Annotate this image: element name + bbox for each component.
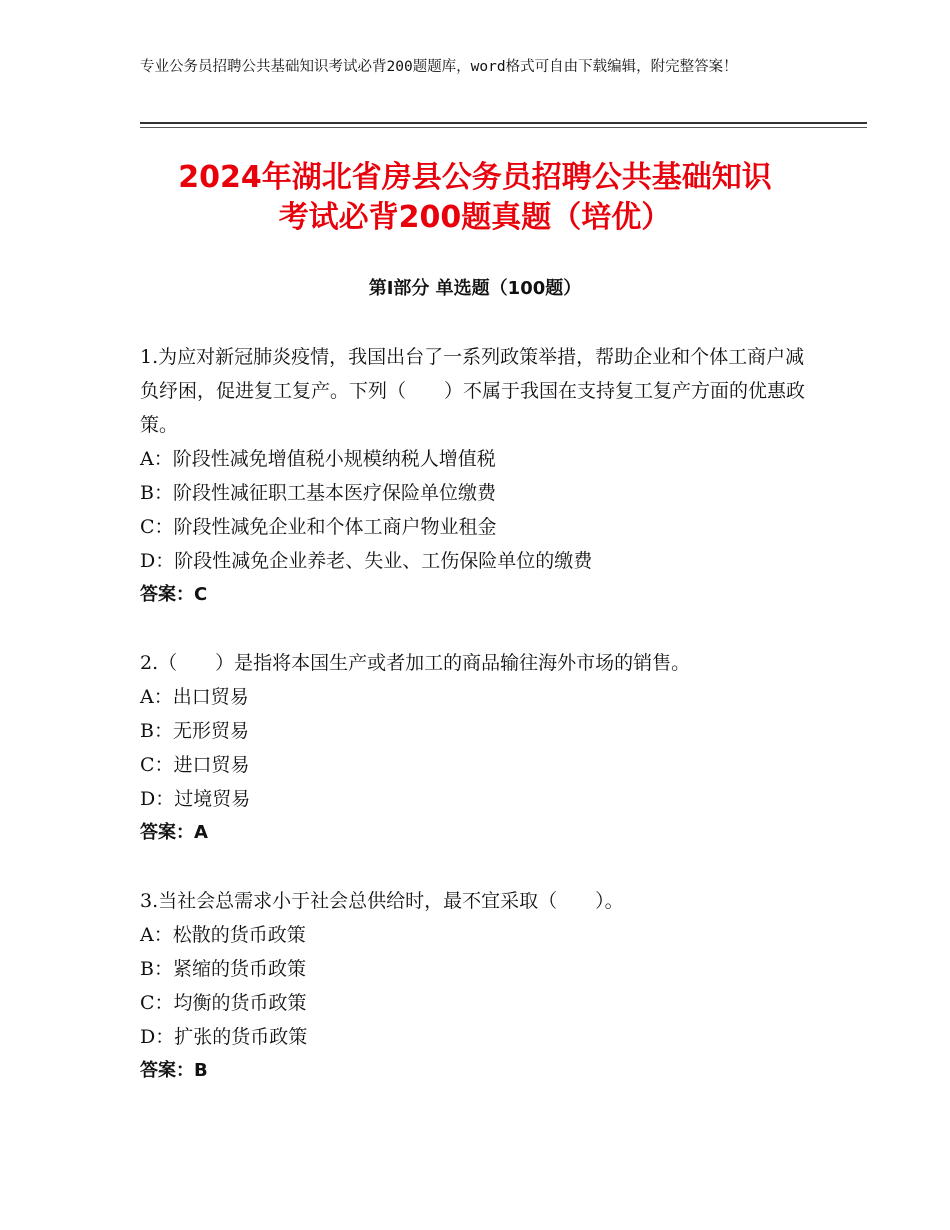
document-title [120,158,830,238]
document-title-line-1: 2024年湖北省房县公务员招聘公共基础知识 [178,160,772,195]
header-divider-thin [140,127,867,128]
question-list [140,340,820,1122]
header-note: 专业公务员招聘公共基础知识考试必背200题题库，word格式可自由下载编辑，附完整答案！ [140,59,738,75]
question-1 [140,340,820,612]
option-c: C：阶段性减免企业和个体工商户物业租金 [140,516,497,538]
option-d: D：扩张的货币政策 [140,1026,308,1048]
section-title: 第Ⅰ部分 单选题（100题） [368,278,582,299]
document-title-line-2: 考试必背200题真题（培优） [278,200,672,235]
option-a: A：松散的货币政策 [140,924,306,946]
answer-label: 答案：C [140,584,208,605]
answer-label: 答案：B [140,1060,208,1081]
option-a: A：阶段性减免增值税小规模纳税人增值税 [140,448,496,470]
option-b: B：阶段性减征职工基本医疗保险单位缴费 [140,482,496,504]
question-stem: 1.为应对新冠肺炎疫情，我国出台了一系列政策举措，帮助企业和个体工商户减负纾困，促进复工复产。下列（ ）不属于我国在支持复工复产方面的优惠政策。 [140,346,806,436]
question-3 [140,884,820,1088]
header-divider [140,122,867,124]
option-b: B：无形贸易 [140,720,249,742]
question-2 [140,646,820,850]
option-c: C：进口贸易 [140,754,250,776]
question-stem: 3.当社会总需求小于社会总供给时，最不宜采取（ ）。 [140,890,624,912]
option-a: A：出口贸易 [140,686,249,708]
option-d: D：过境贸易 [140,788,251,810]
answer-label: 答案：A [140,822,208,843]
option-d: D：阶段性减免企业养老、失业、工伤保险单位的缴费 [140,550,593,572]
option-c: C：均衡的货币政策 [140,992,307,1014]
option-b: B：紧缩的货币政策 [140,958,306,980]
question-stem: 2.（ ）是指将本国生产或者加工的商品输往海外市场的销售。 [140,652,691,674]
